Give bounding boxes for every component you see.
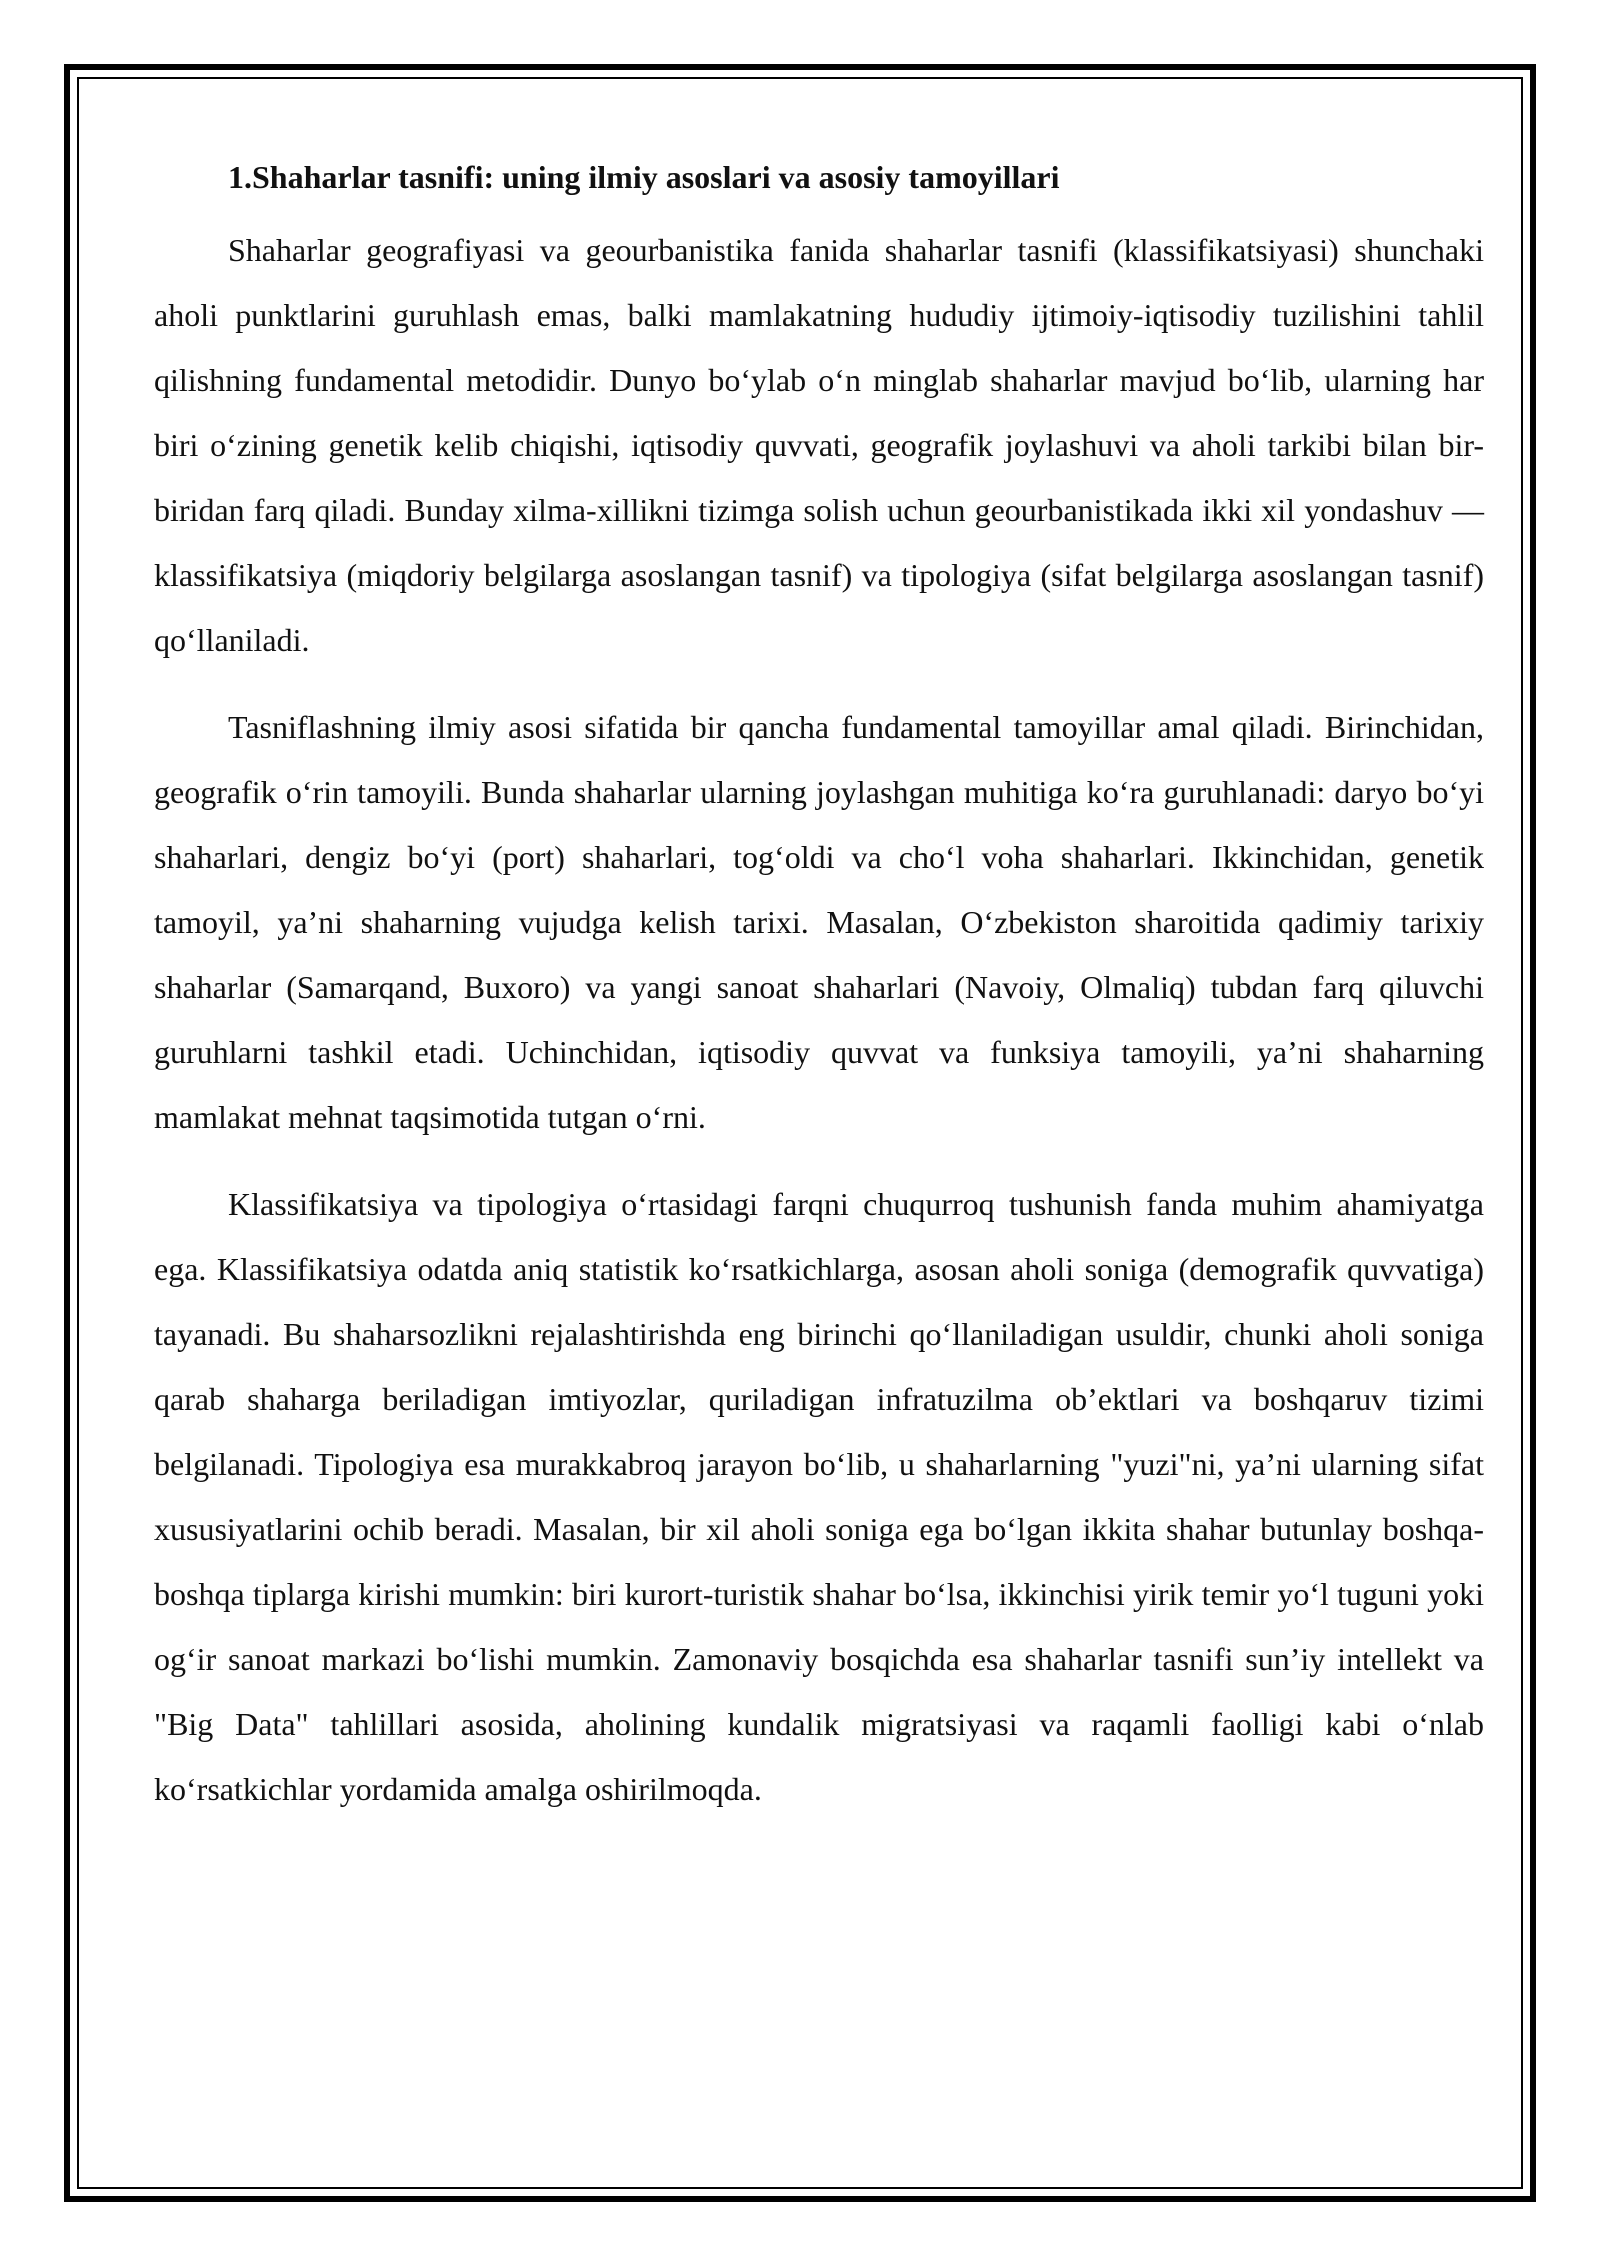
document-body bbox=[154, 152, 1484, 1844]
paragraph-1: Shaharlar geografiyasi va geourbanistika fanida shaharlar tasnifi (klassifikatsiyasi) shunchaki aholi punktlarini guruhlash emas, balki mamlakatning hududiy ijtimoiy-iqtisodiy tuzilishini tahlil qilishning fundamental metodidir. Dunyo bo‘ylab o‘n minglab shaharlar mavjud bo‘lib, ularning har biri o‘zining genetik kelib chiqishi, iqtisodiy quvvati, geografik joylashuvi va aholi tarkibi bilan bir-biridan farq qiladi. Bunday xilma-xillikni tizimga solish uchun geourbanistikada ikki xil yondashuv — klassifikatsiya (miqdoriy belgilarga asoslangan tasnif) va tipologiya (sifat belgilarga asoslangan tasnif) qo‘llaniladi. bbox=[154, 232, 1484, 658]
paragraph-3: Klassifikatsiya va tipologiya o‘rtasidagi farqni chuqurroq tushunish fanda muhim ahamiyatga ega. Klassifikatsiya odatda aniq statistik ko‘rsatkichlarga, asosan aholi soniga (demografik quvvatiga) tayanadi. Bu shaharsozlikni rejalashtirishda eng birinchi qo‘llaniladigan usuldir, chunki aholi soniga qarab shaharga beriladigan imtiyozlar, quriladigan infratuzilma ob’ektlari va boshqaruv tizimi belgilanadi. Tipologiya esa murakkabroq jarayon bo‘lib, u shaharlarning "yuzi"ni, ya’ni ularning sifat xususiyatlarini ochib beradi. Masalan, bir xil aholi soniga ega bo‘lgan ikkita shahar butunlay boshqa-boshqa tiplarga kirishi mumkin: biri kurort-turistik shahar bo‘lsa, ikkinchisi yirik temir yo‘l tuguni yoki og‘ir sanoat markazi bo‘lishi mumkin. Zamonaviy bosqichda esa shaharlar tasnifi sun’iy intellekt va "Big Data" tahlillari asosida, aholining kundalik migratsiyasi va raqamli faolligi kabi o‘nlab ko‘rsatkichlar yordamida amalga oshirilmoqda. bbox=[154, 1186, 1484, 1807]
paragraph-2: Tasniflashning ilmiy asosi sifatida bir qancha fundamental tamoyillar amal qiladi. Birinchidan, geografik o‘rin tamoyili. Bunda shaharlar ularning joylashgan muhitiga ko‘ra guruhlanadi: daryo bo‘yi shaharlari, dengiz bo‘yi (port) shaharlari, tog‘oldi va cho‘l voha shaharlari. Ikkinchidan, genetik tamoyil, ya’ni shaharning vujudga kelish tarixi. Masalan, O‘zbekiston sharoitida qadimiy tarixiy shaharlar (Samarqand, Buxoro) va yangi sanoat shaharlari (Navoiy, Olmaliq) tubdan farq qiluvchi guruhlarni tashkil etadi. Uchinchidan, iqtisodiy quvvat va funksiya tamoyili, ya’ni shaharning mamlakat mehnat taqsimotida tutgan o‘rni. bbox=[154, 709, 1484, 1135]
section-heading: 1.Shaharlar tasnifi: uning ilmiy asoslari va asosiy tamoyillari bbox=[228, 159, 1060, 195]
